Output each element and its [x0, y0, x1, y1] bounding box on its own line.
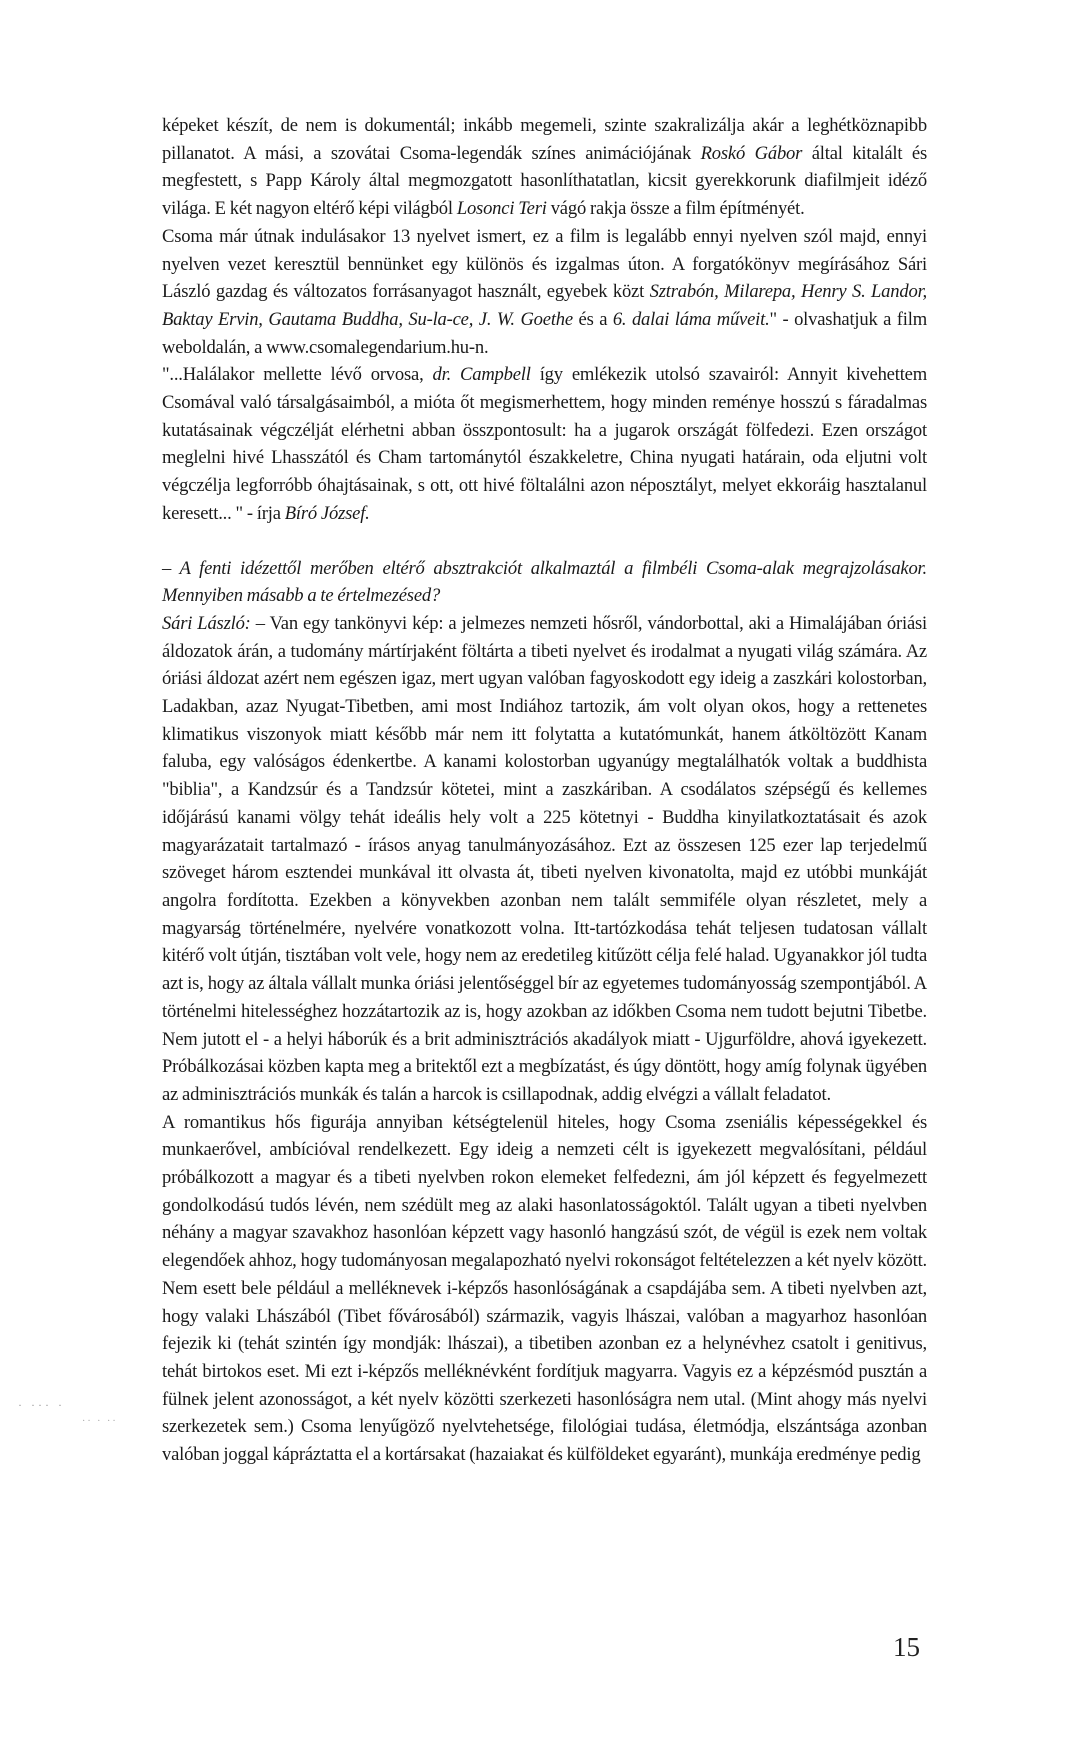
name-biro-jozsef: Bíró József. — [284, 502, 370, 524]
article-body — [162, 112, 927, 1469]
text-run: "...Halálakor mellette lévő orvosa, — [162, 364, 433, 386]
paragraph-romantic-hero: A romantikus hős figurája annyiban kétségtelenül hiteles, hogy Csoma zseniális képességekkel és munkaerővel, ambícióval rendelkezett. Egy ideig a nemzeti célt is igyekezett megvalósítani, például próbálkozott a magyar és a tibeti nyelvben rokon elemeket felfedezni, ám jól képzett és fegyelmezett gondolkodású tudós lévén, nem szédült meg az alaki hasonlatosságoktól. Talált ugyan a tibeti nyelvben néhány a magyar szavakhoz hasonlóan képzett vagy hasonló hangzású szót, de végül is ezek nem voltak elegendőek ahhoz, hogy tudományosan megalapozható nyelvi rokonságot feltételezzen a két nyelv között. Nem esett bele például a melléknevek i-képzős hasonlóságának a csapdájába sem. A tibeti nyelvben azt, hogy valaki Lhászából (Tibet fővárosából) származik, vagyis lhászai, valóban a magyarhoz hasonlóan fejezik ki (tehát szintén így mondják: lhászai), a tibetiben azonban ez a helynévhez csatolt i genitivus, tehát birtokos eset. Mi ezt i-képzős melléknévként fordítjuk magyarra. Vagyis ez a képzésmód pusztán a fülnek jelent azonosságot, a két nyelv közötti szerkezeti hasonlóságra nem utal. (Mint ahogy más nyelvi szerkezetek sem.) Csoma lenyűgöző nyelvtehetsége, filológiai tudása, életmódja, elszántsága azonban valóban joggal kápráztatta el a kortársakat (hazaiakat és külföldeket egyaránt), munkája eredménye pedig — [162, 1111, 927, 1466]
text-run: " - olvashatjuk a film weboldalán, a www.csomalegendarium.hu-n. — [162, 308, 927, 358]
name-dr-campbell: dr. Campbell — [432, 364, 531, 386]
speaker-label: Sári László: — [162, 612, 251, 634]
text-run: által kitalált és megfestett, s Papp Károly által megmozgatott hasonlíthatatlan, kicsit gyerekkorunk diafilmjeit idéző világa. E két nagyon eltérő képi világból — [162, 142, 927, 220]
name-losonci-teri: Losonci Teri — [456, 198, 547, 220]
scan-artifact: · ··· · — [18, 1398, 65, 1412]
text-run: képeket készít, de nem is dokumentál; inkább megemeli, szinte szakralizálja akár a leghétköznapibb pillanatot. A mási, a szovátai Csoma-legendák színes animációjának — [162, 115, 927, 164]
page-number: 15 — [893, 1632, 920, 1662]
text-run: így emlékezik utolsó szavairól: Annyit kivehettem Csomával való társalgásaimból, a mióta őt megismerhettem, hogy minden reménye hosszú s fáradalmas kutatásainak végczélját elérhetni abban összpontosult: ha a jugarok országát fölfedezi. Ezen országot meglelni hivé Lhasszától és Cham tartománytól északkeletre, China nyugati határain, oda eljutni volt végczélja legforróbb óhajtásainak, s ott, ott hivé föltalálni azon néposztályt, melyet ekkoráig hasztalanul keresett... " - írja — [162, 364, 927, 524]
answer-text: – Van egy tankönyvi kép: a jelmezes nemzeti hősről, vándorbottal, aki a Himalájában óriási áldozatok árán, a tudomány mártírjaként föltárta a tibeti nyelvet és irodalmat a nyugati világ számára. Az óriási áldozat azért nem egészen igaz, mert ugyan valóban fagyoskodott egy ideig a zaszkári kolostorban, Ladakban, azaz Nyugat-Tibetben, ami most Indiához tartozik, ám volt olyan okos, hogy a rettenetes klimatikus viszonyok miatt később már nem itt folytatta a kutatómunkát, hanem átköltözött Kanam faluba, egy valóságos édenkertbe. A kanami kolostorban ugyanúgy megtalálhatók voltak a buddhista "biblia", a Kandzsúr és a Tandzsúr kötetei, mint a zaszkáriban. A csodálatos szépségű és kellemes időjárású kanami völgy tehát ideális hely volt a 225 kötetnyi - Buddha kinyilatkoztatásait és azok magyarázatait tartalmazó - írásos anyag tanulmányozásához. Ezt az összesen 125 ezer lap terjedelmű szöveget három esztendei munkával itt olvasta át, tibeti nyelven kivonatolta, majd ez utóbbi munkáját angolra fordította. Ezekben a könyvekben azonban nem talált semmiféle olyan részletet, mely a magyarság történelmére, nyelvére vonatkozott volna. Itt-tartózkodása tehát teljesen tudatosan vállalt kitérő volt útján, tisztában volt vele, hogy nem az eredetileg kitűzött célja felé halad. Ugyanakkor jól tudta azt is, hogy az általa vállalt munka óriási jelentőséggel bír az egyetemes tudományosság szempontjából. A történelmi hitelességhez hozzátartozik az is, hogy azokban az időkben Csoma nem tudott bejutni Tibetbe. Nem jutott el - a helyi háborúk és a brit adminisztrációs akadályok miatt - Ujgurföldre, ahová igyekezett. Próbálkozásai közben kapta meg a britektől ezt a megbízatást, és úgy döntött, hogy amíg folynak ügyében az adminisztrációs munkák és talán a harcok is csillapodnak, addig elvégzi a vállalt feladatot. — [162, 612, 927, 1105]
paragraph-quote — [162, 361, 927, 527]
paragraph-intro — [162, 112, 927, 223]
text-run: és a — [572, 308, 613, 330]
dalai-lama-works: 6. dalai láma műveit. — [612, 308, 770, 330]
name-rosko-gabor: Roskó Gábor — [700, 142, 803, 164]
paragraph-languages — [162, 223, 927, 362]
paragraph-gap — [162, 528, 927, 555]
scan-artifact: ·· · ·· — [82, 1416, 118, 1427]
interview-answer — [162, 610, 927, 1109]
sources-list: Sztrabón, Milarepa, Henry S. Landor, Baktay Ervin, Gautama Buddha, Su-la-ce, J. W. Goethe — [162, 281, 927, 330]
text-run: vágó rakja össze a film építményét. — [546, 198, 805, 220]
interview-question: – A fenti idézettől merőben eltérő absztrakciót alkalmaztál a filmbéli Csoma-alak megrajzolásakor. Mennyiben másabb a te értelmezésed? — [162, 557, 927, 607]
text-run: Csoma már útnak indulásakor 13 nyelvet ismert, ez a film is legalább ennyi nyelven szól majd, ennyi nyelven vezet keresztül bennünket egy különös és izgalmas úton. A forgatókönyv megírásához Sári László gazdag és változatos forrásanyagot használt, egyebek közt — [162, 225, 927, 303]
